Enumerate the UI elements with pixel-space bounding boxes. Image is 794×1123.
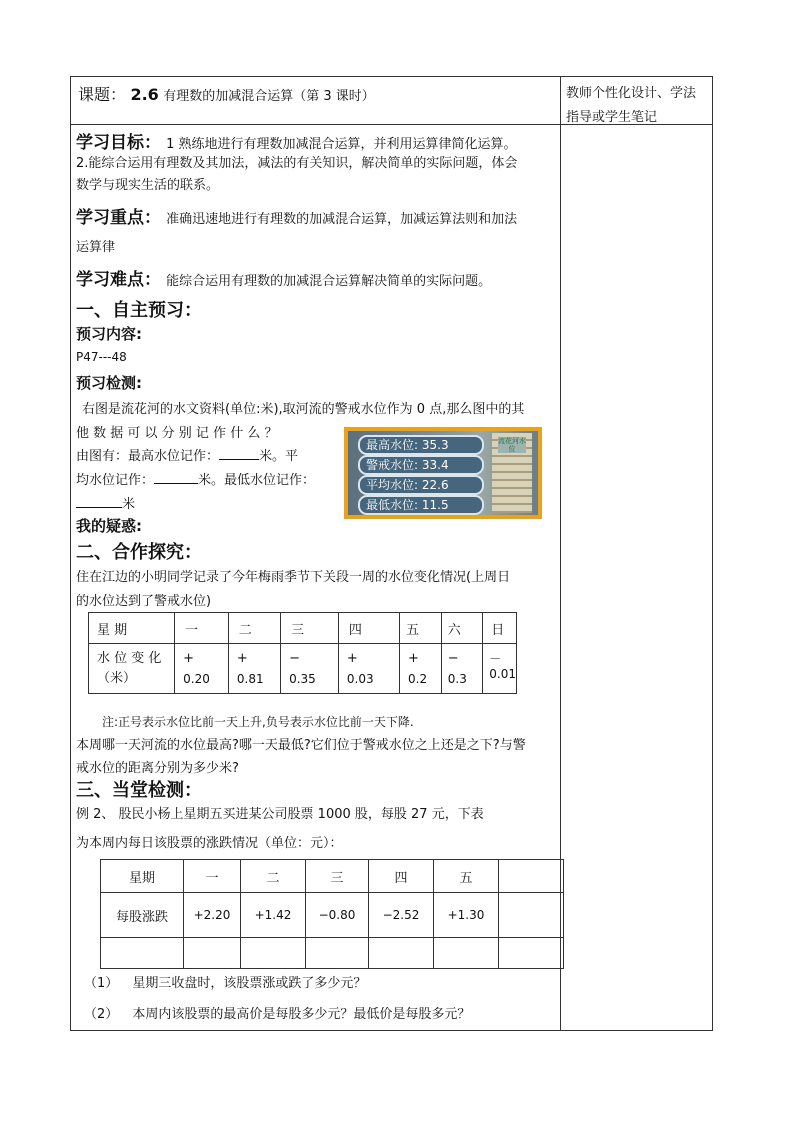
table-row-label: 每股涨跌 <box>101 893 184 938</box>
title-text: 有理数的加减混合运算（第 3 课时） <box>163 89 375 104</box>
side-column-header-line1: 教师个性化设计、学法 <box>566 86 697 101</box>
question-b <box>84 1003 470 1022</box>
table-cell <box>499 893 564 938</box>
question-a-text: 星期三收盘时，该股票涨或跌了多少元？ <box>132 976 367 991</box>
learning-goals <box>76 128 517 153</box>
focus-label: 学习重点： <box>76 208 161 228</box>
cell-sign: − <box>447 650 459 666</box>
question-b-number: （2） <box>84 1007 119 1022</box>
goals-line1: 1 熟练地进行有理数加减混合运算，并利用运算律简化运算。 <box>166 137 517 152</box>
preview-check-label: 预习检测: <box>76 374 142 392</box>
cell-sign: + <box>408 650 419 666</box>
learning-focus <box>76 203 517 228</box>
table-header-cell: 四 <box>338 613 399 644</box>
side-column-header-line2: 指导或学生笔记 <box>566 110 658 125</box>
table-cell: +2.20 <box>184 893 241 938</box>
cell-value: 0.81 <box>236 671 264 686</box>
goals-line2: 2.能综合运用有理数及其加法，减法的有关知识，解决简单的实际问题，体会 <box>76 156 518 171</box>
table-header-cell: 六 <box>441 613 482 644</box>
table-header-cell: 五 <box>434 860 499 893</box>
preview-q3-text: 由图有：最高水位记作： <box>76 449 220 464</box>
table-cell[interactable] <box>434 938 499 969</box>
table-cell <box>441 644 482 694</box>
tag-average-level: 平均水位: 22.6 <box>358 475 484 495</box>
table-header-cell: 五 <box>400 613 442 644</box>
sign-note: 注:正号表示水位比前一天上升,负号表示水位比前一天下降. <box>102 715 414 729</box>
preview-question-line5 <box>76 493 135 512</box>
cell-value: 0.20 <box>183 671 210 686</box>
row-label-line1: 水 位 变 化 <box>97 650 162 666</box>
question-b-text: 本周内该股票的最高价是每股多少元？最低价是每股多元？ <box>132 1007 471 1022</box>
section2-heading: 二、合作探究： <box>76 542 202 563</box>
preview-question-line1: 右图是流花河的水文资料(单位:米),取河流的警戒水位作为 0 点,那么图中的其 <box>82 402 525 417</box>
cell-sign: + <box>236 650 248 666</box>
focus-line2: 运算律 <box>76 240 116 255</box>
example2-line2: 为本周内每日该股票的涨跌情况（单位：元）： <box>76 836 343 851</box>
goals-label: 学习目标： <box>76 133 161 153</box>
table-cell[interactable] <box>101 938 184 969</box>
cell-sign: + <box>346 650 358 666</box>
preview-q4-unit: 米。最低水位记作： <box>198 473 316 488</box>
example2-line1: 例 2、 股民小杨上星期五买进某公司股票 1000 股，每股 27 元，下表 <box>76 807 484 822</box>
table-header-cell: 四 <box>369 860 434 893</box>
answer-blank-average[interactable] <box>154 471 198 484</box>
table-cell <box>338 644 399 694</box>
table-header-cell: 星期 <box>101 860 184 893</box>
row-label-line2: （米） <box>97 670 137 686</box>
table-cell[interactable] <box>306 938 369 969</box>
question-a <box>84 972 366 991</box>
table-header-cell: 星 期 <box>89 613 175 644</box>
section1-heading: 一、自主预习： <box>76 300 202 321</box>
learning-difficulty <box>76 265 491 290</box>
preview-pages: P47---48 <box>76 350 127 364</box>
cell-value: 0.2 <box>408 671 428 686</box>
table-header-cell <box>499 860 564 893</box>
section2-intro-line1: 住在江边的小明同学记录了今年梅雨季节下关段一周的水位变化情况(上周日 <box>76 570 511 585</box>
table-row-label <box>89 644 175 694</box>
section2-intro-line2: 的水位达到了警戒水位) <box>76 594 212 609</box>
table-cell[interactable] <box>184 938 241 969</box>
answer-blank-lowest[interactable] <box>76 495 122 508</box>
cell-value: 0.03 <box>346 671 374 686</box>
section2-question-line2: 戒水位的距离分别为多少米? <box>76 761 239 776</box>
title-label: 课题： <box>78 85 127 104</box>
table-cell: +1.30 <box>434 893 499 938</box>
my-doubts-label: 我的疑惑: <box>76 517 142 535</box>
lesson-title <box>78 82 375 105</box>
preview-q5-unit: 米 <box>122 497 136 512</box>
goals-line3: 数学与现实生活的联系。 <box>76 178 220 193</box>
table-cell <box>281 644 339 694</box>
section3-heading: 三、当堂检测： <box>76 780 202 801</box>
cell-sign: + <box>183 650 195 666</box>
table-cell <box>228 644 280 694</box>
preview-question-line3 <box>76 445 298 464</box>
gauge-sign: 流花河水位 <box>498 437 526 453</box>
water-level-table <box>88 612 517 694</box>
table-header-cell: 三 <box>306 860 369 893</box>
preview-question-line2: 他 数 据 可 以 分 别 记 作 什 么 ？ <box>76 426 278 441</box>
preview-q4-text: 均水位记作： <box>76 473 155 488</box>
focus-line1: 准确迅速地进行有理数的加减混合运算，加减运算法则和加法 <box>166 212 518 227</box>
stock-table <box>100 859 564 969</box>
title-number: 2.6 <box>130 85 159 104</box>
preview-content-label: 预习内容: <box>76 325 142 343</box>
cell-sign: − <box>289 650 300 666</box>
table-header-cell: 二 <box>228 613 280 644</box>
cell-value: 0.35 <box>289 671 316 686</box>
table-cell: +1.42 <box>241 893 306 938</box>
table-header-cell: 日 <box>483 613 517 644</box>
preview-q3-unit: 米。平 <box>259 449 299 464</box>
photo-background <box>348 431 538 515</box>
table-header-cell: 一 <box>184 860 241 893</box>
preview-question-line4 <box>76 469 315 488</box>
table-cell: －0.01 <box>483 644 517 694</box>
tag-warning-level: 警戒水位: 33.4 <box>358 455 484 475</box>
question-a-number: （1） <box>84 976 119 991</box>
table-cell[interactable] <box>369 938 434 969</box>
table-cell: −0.80 <box>306 893 369 938</box>
tag-lowest-level: 最低水位: 11.5 <box>358 495 484 515</box>
cell-value: 0.3 <box>447 671 467 686</box>
table-cell <box>400 644 442 694</box>
table-cell[interactable] <box>499 938 564 969</box>
answer-blank-highest[interactable] <box>219 447 259 460</box>
table-header-cell: 三 <box>281 613 339 644</box>
section2-question-line1: 本周哪一天河流的水位最高?哪一天最低?它们位于警戒水位之上还是之下?与警 <box>76 738 526 753</box>
table-cell: −2.52 <box>369 893 434 938</box>
table-cell[interactable] <box>241 938 306 969</box>
tag-highest-level: 最高水位: 35.3 <box>358 435 484 455</box>
water-level-photo <box>344 427 542 519</box>
table-header-cell: 一 <box>175 613 229 644</box>
difficulty-label: 学习难点： <box>76 270 161 290</box>
difficulty-text: 能综合运用有理数的加减混合运算解决简单的实际问题。 <box>166 274 492 289</box>
table-header-cell: 二 <box>241 860 306 893</box>
table-cell <box>175 644 229 694</box>
